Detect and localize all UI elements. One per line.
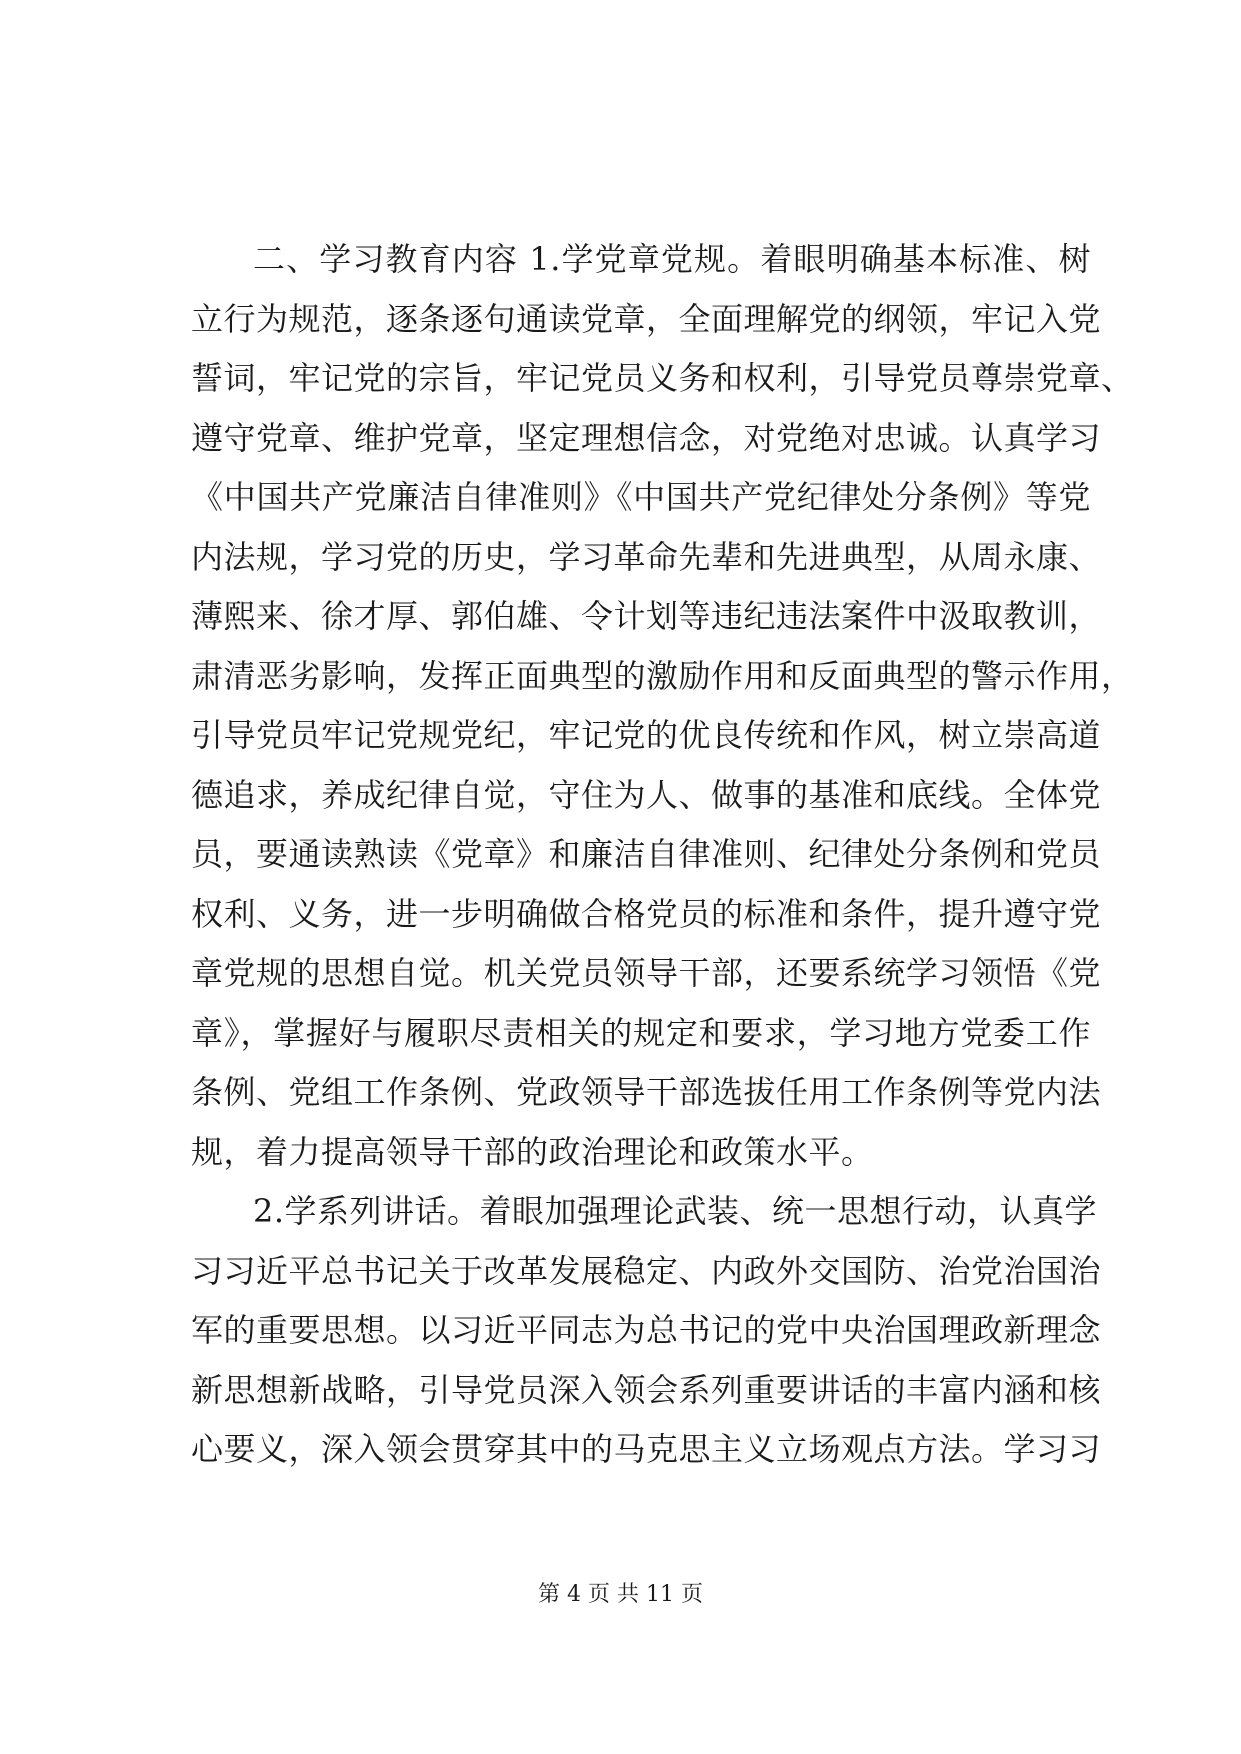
text-line: 肃清恶劣影响，发挥正面典型的激励作用和反面典型的警示作用，	[191, 656, 1134, 695]
text-line: 章党规的思想自觉。机关党员领导干部，还要系统学习领悟《党	[191, 954, 1102, 992]
text-line: 心要义，深入领会贯穿其中的马克思主义立场观点方法。学习习	[191, 1430, 1102, 1468]
text-line: 条例、党组工作条例、党政领导干部选拔任用工作条例等党内法	[191, 1073, 1102, 1111]
text-line: 2.学系列讲话。着眼加强理论武装、统一思想行动，认真学	[253, 1192, 1098, 1230]
text-line: 内法规，学习党的历史，学习革命先辈和先进典型，从周永康、	[191, 537, 1102, 576]
text-line: 《中国共产党廉洁自律准则》《中国共产党纪律处分条例》等党	[191, 478, 1091, 516]
text-line: 新思想新战略，引导党员深入领会系列重要讲话的丰富内涵和核	[191, 1370, 1102, 1409]
text-line: 军的重要思想。以习近平同志为总书记的党中央治国理政新理念	[191, 1311, 1102, 1349]
paragraph-1	[191, 230, 1134, 1182]
page-number-footer: 第 4 页 共 11 页	[538, 1582, 703, 1607]
paragraph-2	[191, 1182, 1102, 1480]
text-line: 引导党员牢记党规党纪，牢记党的优良传统和作风，树立崇高道	[191, 716, 1102, 754]
body-text	[191, 230, 1134, 1480]
text-line: 规，着力提高领导干部的政治理论和政策水平。	[191, 1132, 874, 1171]
text-line: 章》，掌握好与履职尽责相关的规定和要求，学习地方党委工作	[191, 1013, 1091, 1052]
text-line: 遵守党章、维护党章，坚定理想信念，对党绝对忠诚。认真学习	[191, 418, 1102, 457]
text-line: 立行为规范，逐条逐句通读党章，全面理解党的纲领，牢记入党	[191, 299, 1102, 338]
text-line: 薄熙来、徐才厚、郭伯雄、令计划等违纪违法案件中汲取教训，	[191, 597, 1102, 635]
text-line: 誓词，牢记党的宗旨，牢记党员义务和权利，引导党员尊崇党章、	[191, 359, 1134, 397]
text-line: 二、学习教育内容 1.学党章党规。着眼明确基本标准、树	[253, 240, 1091, 278]
text-line: 权利、义务，进一步明确做合格党员的标准和条件，提升遵守党	[191, 894, 1102, 933]
text-line: 习习近平总书记关于改革发展稳定、内政外交国防、治党治国治	[191, 1251, 1102, 1290]
text-line: 员，要通读熟读《党章》和廉洁自律准则、纪律处分条例和党员	[191, 835, 1102, 873]
text-line: 德追求，养成纪律自觉，守住为人、做事的基准和底线。全体党	[191, 775, 1102, 814]
